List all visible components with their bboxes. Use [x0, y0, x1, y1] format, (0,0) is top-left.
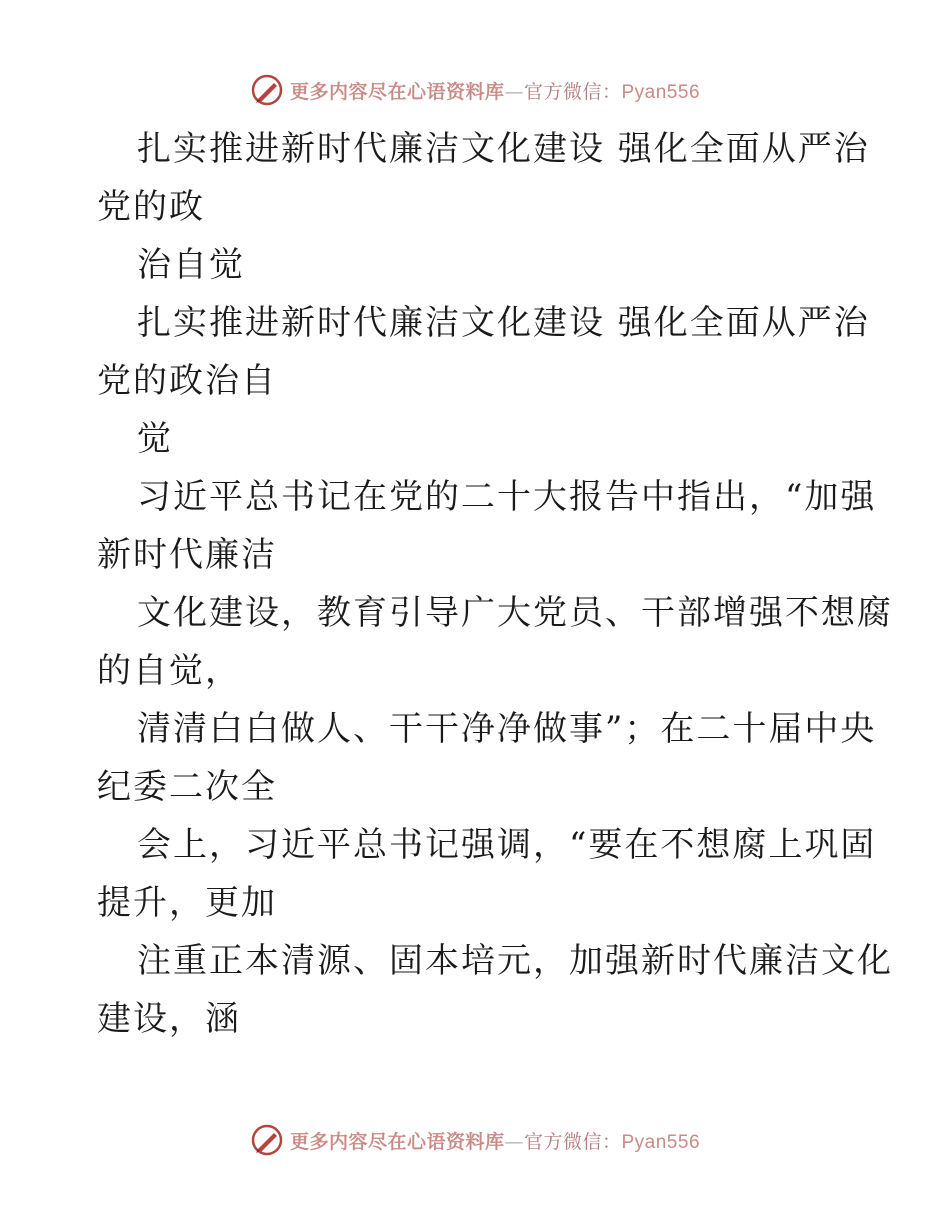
banner-text [290, 77, 700, 104]
banner-id: Pyan556 [621, 81, 701, 103]
text-line: 扎实推进新时代廉洁文化建设 强化全面从严治 [137, 129, 870, 169]
banner-sub: 官方微信： [523, 80, 622, 103]
banner-dash: — [504, 1130, 524, 1153]
text-line: 习近平总书记在党的二十大报告中指出，“加强 [137, 477, 877, 517]
document-body [97, 120, 893, 1048]
banner-main: 更多内容尽在心语资料库 [289, 80, 505, 103]
text-line: 纪委二次全 [97, 767, 277, 807]
header-banner [0, 70, 950, 110]
text-line: 的自觉， [97, 651, 241, 691]
text-line: 治自觉 [137, 245, 245, 285]
banner-sub: 官方微信： [523, 1130, 622, 1153]
text-line: 清清白白做人、干干净净做事”；在二十届中央 [137, 709, 877, 749]
text-line: 建设，涵 [97, 999, 241, 1039]
text-line: 觉 [137, 419, 173, 459]
banner-main: 更多内容尽在心语资料库 [289, 1130, 505, 1153]
text-line: 提升，更加 [97, 883, 277, 923]
footer-banner [0, 1120, 950, 1160]
text-line: 扎实推进新时代廉洁文化建设 强化全面从严治 [137, 303, 870, 343]
text-line: 注重正本清源、固本培元，加强新时代廉洁文化 [137, 941, 893, 981]
banner-dash: — [504, 80, 524, 103]
pen-logo-icon [250, 73, 284, 107]
pen-logo-icon [250, 1123, 284, 1157]
text-line: 会上，习近平总书记强调，“要在不想腐上巩固 [137, 825, 877, 865]
text-line: 文化建设，教育引导广大党员、干部增强不想腐 [137, 593, 893, 633]
text-line: 党的政治自 [97, 361, 277, 401]
text-line: 新时代廉洁 [97, 535, 277, 575]
banner-id: Pyan556 [621, 1131, 701, 1153]
text-line: 党的政 [97, 187, 205, 227]
banner-text [290, 1127, 700, 1154]
